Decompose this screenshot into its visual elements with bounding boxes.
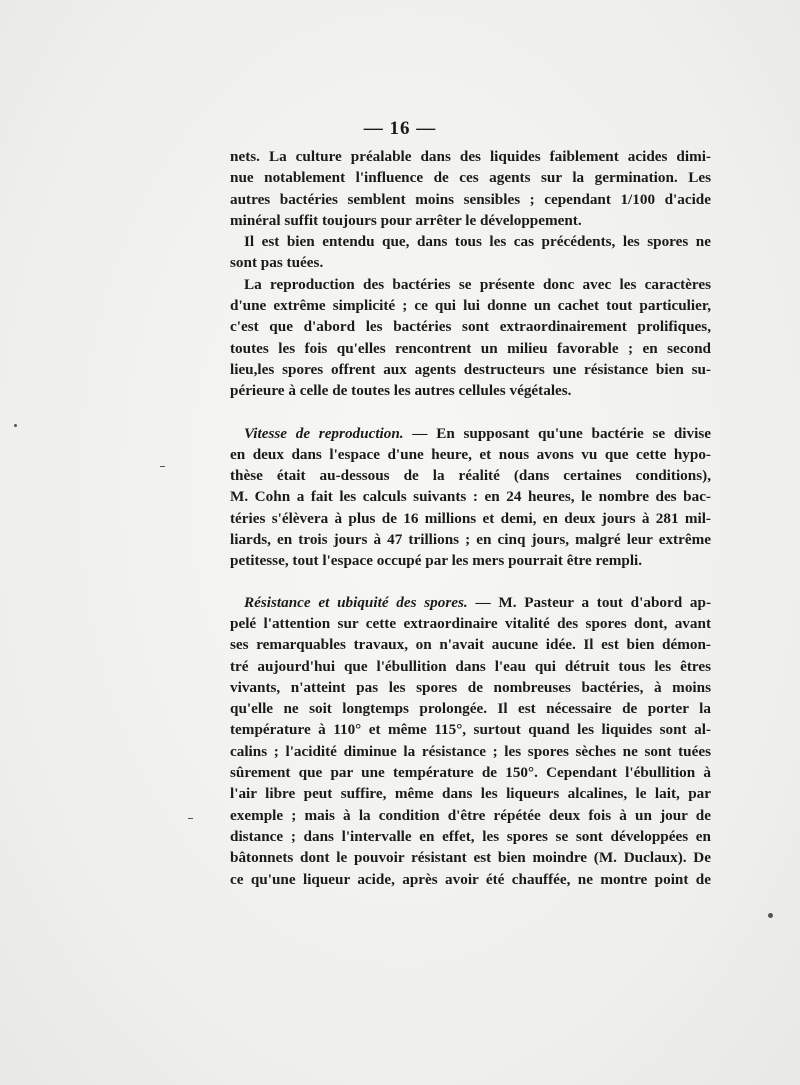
section-heading: Vitesse de reproduction.: [244, 424, 404, 442]
text-line: minéral suffit toujours pour arrêter le développement.: [230, 211, 582, 229]
text-line: périeure à celle de toutes les autres cellules végétales.: [230, 382, 572, 400]
text-line: calins ; l'acidité diminue la résistance ; les spores sèches ne sont tuées: [230, 742, 711, 760]
text-line: tré aujourd'hui que l'ébullition dans l'eau qui détruit tous les êtres: [230, 657, 711, 675]
scan-speck: [14, 424, 17, 427]
paragraph-3: [230, 274, 711, 402]
text-line: M. Cohn a fait les calculs suivants : en 24 heures, le nombre des bac-: [230, 488, 711, 506]
text-line: [230, 592, 711, 613]
text-line: d'une extrême simplicité ; ce qui lui donne un cachet tout particulier,: [230, 297, 711, 315]
scan-speck: [188, 818, 193, 819]
text-line: liards, en trois jours à 47 trillions ; en cinq jours, malgré leur extrême: [230, 531, 711, 549]
body-text: [230, 146, 711, 890]
text-line: téries s'élèvera à plus de 16 millions et demi, en deux jours à 281 mil-: [230, 509, 711, 527]
text-line: lieu,les spores offrent aux agents destructeurs une résistance bien su-: [230, 360, 711, 378]
text-line: distance ; dans l'intervalle en effet, les spores se sont développées en: [230, 827, 711, 845]
text-line: thèse était au-dessous de la réalité (dans certaines conditions),: [230, 467, 711, 485]
text-line: pelé l'attention sur cette extraordinaire vitalité des spores dont, avant: [230, 614, 711, 632]
paragraph-2-cont: [230, 252, 711, 273]
text-line: La reproduction des bactéries se présente donc avec les caractères: [244, 275, 711, 293]
text-line: autres bactéries semblent moins sensibles ; cependant 1/100 d'acide: [230, 190, 711, 208]
text-line: ses remarquables travaux, on n'avait aucune idée. Il est bien démon-: [230, 636, 711, 654]
text-line: Il est bien entendu que, dans tous les cas précédents, les spores ne: [244, 233, 711, 251]
paragraph-5: [230, 592, 711, 890]
text-line: [230, 423, 711, 444]
text-line: nets. La culture préalable dans des liquides faiblement acides dimi-: [230, 148, 711, 165]
text-line: vivants, n'atteint pas les spores de nombreuses bactéries, à moins: [230, 678, 711, 696]
text-line: bâtonnets dont le pouvoir résistant est bien moindre (M. Duclaux). De: [230, 849, 711, 867]
text-line: petitesse, tout l'espace occupé par les mers pourrait être rempli.: [230, 552, 643, 570]
paragraph-2: [230, 231, 711, 252]
scan-speck: [768, 913, 773, 918]
text-line: sûrement que par une température de 150°. Cependant l'ébullition à: [230, 764, 711, 782]
text-line: sont pas tuées.: [230, 254, 324, 272]
text-line: en deux dans l'espace d'une heure, et nous avons vu que cette hypo-: [230, 445, 711, 463]
paragraph-gap: [230, 402, 711, 423]
text-line: température à 110° et même 115°, surtout quand les liquides sont al-: [230, 721, 711, 739]
text-run: — En supposant qu'une bactérie se divise: [403, 424, 711, 442]
text-line: qu'elle ne soit longtemps prolongée. Il est nécessaire de porter la: [230, 700, 711, 718]
paragraph-1: [230, 146, 711, 231]
text-line: toutes les fois qu'elles rencontrent un milieu favorable ; en second: [230, 339, 711, 357]
text-line: l'air libre peut suffire, même dans les liqueurs alcalines, le lait, par: [230, 785, 711, 803]
text-line: exemple ; mais à la condition d'être répétée deux fois à un jour de: [230, 806, 711, 824]
text-line: c'est que d'abord les bactéries sont extraordinairement prolifiques,: [230, 318, 711, 336]
scan-speck: [160, 466, 165, 467]
text-line: nue notablement l'influence de ces agents sur la germination. Les: [230, 169, 711, 187]
paragraph-gap: [230, 572, 711, 592]
text-run: — M. Pasteur a tout d'abord ap-: [467, 593, 712, 611]
page-number: — 16 —: [363, 118, 437, 139]
paragraph-4: [230, 423, 711, 572]
text-line: ce qu'une liqueur acide, après avoir été chauffée, ne montre point de: [230, 870, 711, 888]
section-heading: Résistance et ubiquité des spores.: [244, 593, 468, 611]
